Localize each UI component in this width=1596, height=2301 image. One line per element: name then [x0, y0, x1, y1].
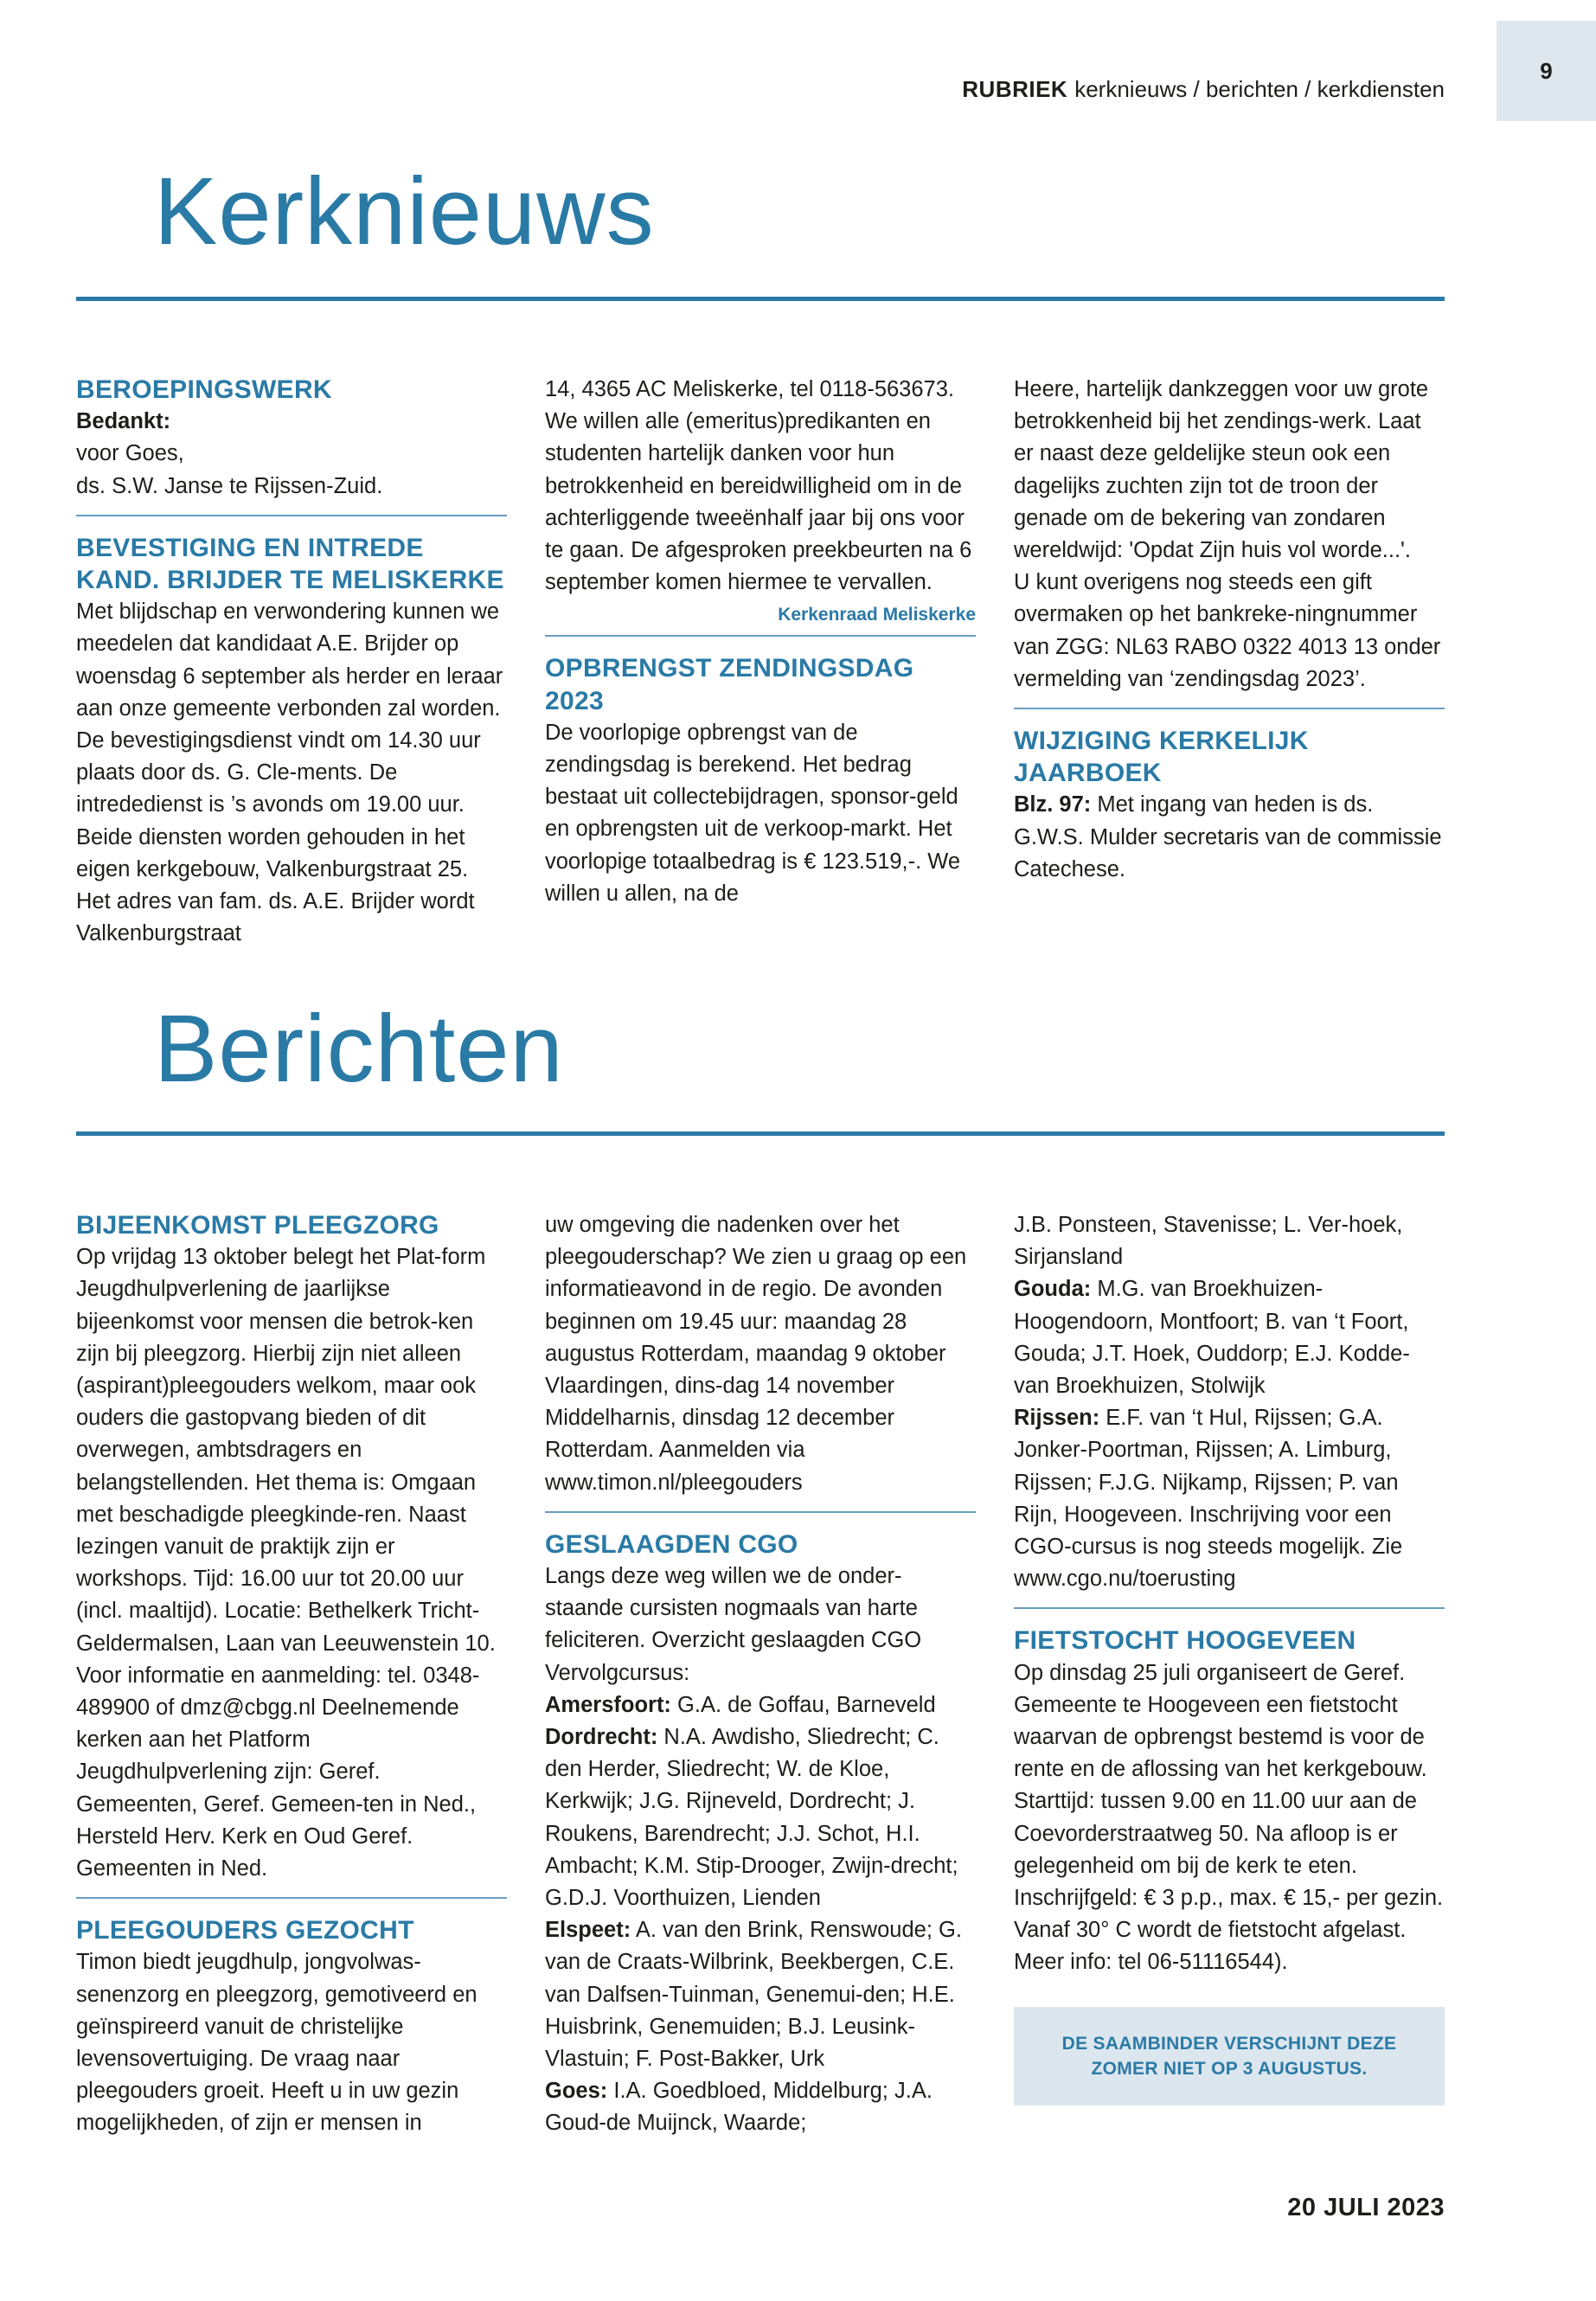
bijeenkomst-text: Op vrijdag 13 oktober belegt het Plat-form Jeugdhulpverlening de jaarlijkse bijeenkomst voor mensen die betrok-ken zijn bij pleegzorg. Hierbij zijn niet alleen (aspirant)pleegouders welkom, maar ook ouders die gastopvang bieden of dit overwegen, ambtsdragers en belangstellenden. Het thema is: Omgaan met beschadigde pleegkinde-ren. Naast lezingen vanuit de praktijk zijn er workshops. Tijd: 16.00 uur tot 20.00 uur (incl. maaltijd). Locatie: Bethelkerk Tricht-Geldermalsen, Laan van Leeuwenstein 10. Voor informatie en aanmelding: tel. 0348-489900 of dmz@cbgg.nl Deelnemende kerken aan het Platform Jeugdhulpverlening zijn: Geref. Gemeenten, Geref. Gemeen-ten in Ned., Hersteld Herv. Kerk en Oud Geref. Gemeenten in Ned.: [76, 1245, 496, 1881]
opbrengst-continued-2: U kunt overigens nog steeds een gift overmaken op het bankreke-ningnummer van ZGG: NL63 RABO 0322 4013 13 onder vermelding van ‘zendingsdag 2023’.: [1014, 570, 1441, 691]
elspeet-label: Elspeet:: [545, 1918, 631, 1943]
goes-continued: J.B. Ponsteen, Stavenisse; L. Ver-hoek, Sirjansland: [1014, 1213, 1403, 1270]
heading-fietstocht: FIETSTOCHT HOOGEVEEN: [1014, 1626, 1356, 1656]
dordrecht-text: N.A. Awdisho, Sliedrecht; C. den Herder, Sliedrecht; W. de Kloe, Kerkwijk; J.G. Rijneveld, Dordrecht; J. Roukens, Barendrecht; J.J. Schot, H.I. Ambacht; K.M. Stip-Drooger, Zwijn-drecht; G.D.J. Voorthuizen, Lienden: [545, 1725, 958, 1911]
kerknieuws-column-3: [1014, 374, 1445, 886]
berichten-column-1: [76, 1209, 507, 2140]
elspeet-text: A. van den Brink, Renswoude; G. van de Craats-Wilbrink, Beekbergen, C.E. van Dalfsen-Tuinman, Genemui-den; H.E. Huisbrink, Genemuiden; B.J. Leusink-Vlastuin; F. Post-Bakker, Urk: [545, 1918, 962, 2072]
bedankt-line-2: ds. S.W. Janse te Rijssen-Zuid.: [76, 473, 383, 498]
opbrengst-continued: Heere, hartelijk dankzeggen voor uw grote betrokkenheid bij het zendings-werk. Laat er naast deze geldelijke steun ook een dagelijks zuchten zijn tot de troon der genade om de bekering van zondaren wereldwijd: 'Opdat Zijn huis vol worde...'.: [1014, 377, 1429, 563]
bevestiging-continued: 14, 4365 AC Meliskerke, tel 0118-563673. We willen alle (emeritus)predikanten en studenten hartelijk danken voor hun betrokkenheid en bereidwilligheid om in de achterliggende tweeënhalf jaar bij ons voor te gaan. De afgesproken preekbeurten na 6 september komen hiermee te vervallen.: [545, 377, 972, 595]
goes-label: Goes:: [545, 2079, 608, 2104]
berichten-rule: [76, 1131, 1445, 1136]
amersfoort-label: Amersfoort:: [545, 1692, 671, 1717]
saambinder-notice: DE SAAMBINDER VERSCHIJNT DEZE ZOMER NIET OP 3 AUGUSTUS.: [1014, 2007, 1445, 2106]
rijssen-label: Rijssen:: [1014, 1406, 1100, 1431]
gouda-label: Gouda:: [1014, 1277, 1092, 1302]
divider: [1014, 708, 1445, 709]
heading-pleegouders: PLEEGOUDERS GEZOCHT: [76, 1916, 414, 1945]
rijssen-text: E.F. van ‘t Hul, Rijssen; G.A. Jonker-Poortman, Rijssen; A. Limburg, Rijssen; F.J.G. Nijkamp, Rijssen; P. van Rijn, Hoogeveen. Inschrijving voor een CGO-cursus is nog steeds mogelijk. Zie www.cgo.nu/toerusting: [1014, 1406, 1403, 1592]
gouda-text: M.G. van Broekhuizen-Hoogendoorn, Montfoort; B. van ‘t Foort, Gouda; J.T. Hoek, Ouddorp; E.J. Kodde-van Broekhuizen, Stolwijk: [1014, 1277, 1410, 1399]
kerknieuws-rule: [76, 297, 1445, 301]
rubriek-header: [962, 76, 1445, 103]
heading-bijeenkomst: BIJEENKOMST PLEEGZORG: [76, 1211, 439, 1240]
goes-text: I.A. Goedbloed, Middelburg; J.A. Goud-de Muijnck, Waarde;: [545, 2079, 933, 2136]
wijziging-label: Blz. 97:: [1014, 792, 1092, 817]
heading-wijziging: WIJZIGING KERKELIJK JAARBOEK: [1014, 727, 1309, 788]
wijziging-text: Met ingang van heden is ds. G.W.S. Mulder secretaris van de commissie Catechese.: [1014, 792, 1442, 881]
divider: [545, 1511, 976, 1513]
kerknieuws-column-2: [545, 374, 976, 910]
bedankt-line-1: voor Goes,: [76, 441, 184, 466]
bevestiging-text: Met blijdschap en verwondering kunnen we meedelen dat kandidaat A.E. Brijder op woensdag 6 september als herder en leraar aan onze gemeente verbonden zal worden. De bevestigingsdienst vindt om 14.30 uur plaats door ds. G. Cle-ments. De intrededienst is ’s avonds om 19.00 uur. Beide diensten worden gehouden in het eigen kerkgebouw, Valkenburgstraat 25. Het adres van fam. ds. A.E. Brijder wordt Valkenburgstraat: [76, 599, 503, 946]
heading-geslaagden: GESLAAGDEN CGO: [545, 1529, 798, 1559]
divider: [545, 635, 976, 637]
geslaagden-intro: Langs deze weg willen we de onder-staande cursisten nogmaals van harte feliciteren. Overzicht geslaagden CGO Vervolgcursus:: [545, 1564, 922, 1685]
divider: [76, 515, 507, 516]
heading-opbrengst: OPBRENGST ZENDINGSDAG 2023: [545, 654, 914, 715]
berichten-column-3: [1014, 1209, 1445, 2106]
berichten-title: Berichten: [154, 996, 564, 1102]
rubriek-text: kerknieuws / berichten / kerkdiensten: [1074, 76, 1445, 102]
kerknieuws-title: Kerknieuws: [154, 158, 655, 265]
opbrengst-text: De voorlopige opbrengst van de zendingsdag is berekend. Het bedrag bestaat uit collectebijdragen, sponsor-geld en opbrengsten uit de verkoop-markt. Het voorlopige totaalbedrag is € 123.519,-. We willen u allen, na de: [545, 720, 961, 906]
bedankt-label: Bedankt:: [76, 409, 171, 434]
pleegouders-continued: uw omgeving die nadenken over het pleegouderschap? We zien u graag op een informatieavond in de regio. De avonden beginnen om 19.45 uur: maandag 28 augustus Rotterdam, maandag 9 oktober Vlaardingen, dins-dag 14 november Middelharnis, dinsdag 12 december Rotterdam. Aanmelden via www.timon.nl/pleegouders: [545, 1213, 967, 1495]
pleegouders-text: Timon biedt jeugdhulp, jongvolwas-senenzorg en pleegzorg, gemotiveerd en geïnspireerd vanuit de christelijke levensovertuiging. De vraag naar pleegouders groeit. Heeft u in uw gezin mogelijkheden, of zijn er mensen in: [76, 1950, 478, 2136]
berichten-column-2: [545, 1209, 976, 2140]
rubriek-label: RUBRIEK: [962, 76, 1068, 102]
signature-kerkenraad: Kerkenraad Meliskerke: [778, 605, 976, 625]
issue-date: 20 JULI 2023: [1287, 2194, 1445, 2221]
kerknieuws-column-1: [76, 374, 507, 950]
dordrecht-label: Dordrecht:: [545, 1725, 658, 1750]
page-number: 9: [1497, 21, 1596, 121]
heading-bevestiging: BEVESTIGING EN INTREDE KAND. BRIJDER TE MELISKERKE: [76, 533, 504, 595]
divider: [76, 1897, 507, 1899]
amersfoort-text: G.A. de Goffau, Barneveld: [670, 1692, 936, 1717]
divider: [1014, 1607, 1445, 1609]
fietstocht-text: Op dinsdag 25 juli organiseert de Geref. Gemeente te Hoogeveen een fietstocht waarvan de opbrengst bestemd is voor de rente en de aflossing van het kerkgebouw. Starttijd: tussen 9.00 en 11.00 uur aan de Coevorderstraatweg 50. Na afloop is er gelegenheid om bij de kerk te eten. Inschrijfgeld: € 3 p.p., max. € 15,- per gezin.: [1014, 1660, 1444, 1911]
heading-beroepingswerk: BEROEPINGSWERK: [76, 375, 332, 404]
fietstocht-text-2: Vanaf 30° C wordt de fietstocht afgelast. Meer info: tel 06-51116544).: [1014, 1918, 1407, 1975]
